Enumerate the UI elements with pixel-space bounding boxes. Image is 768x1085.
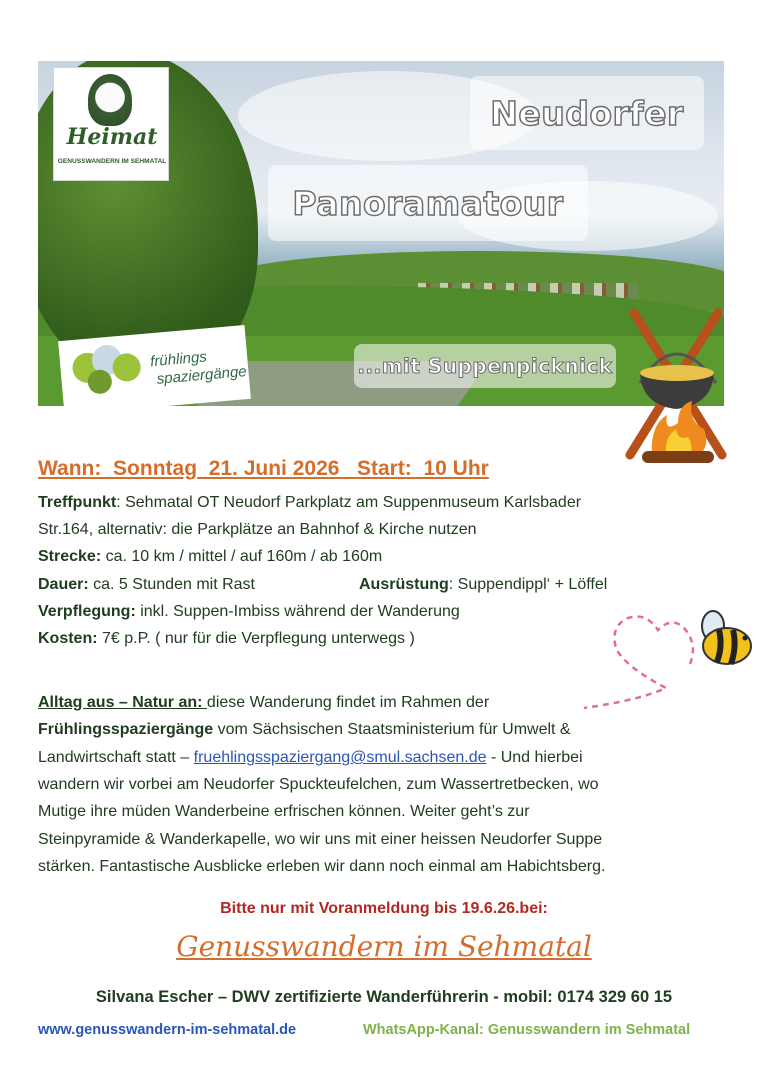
description-line7: stärken. Fantastische Ausblicke erleben wir dann noch einmal am Habichtsberg. [38, 858, 606, 875]
equipment-line: Ausrüstung: Suppendippl‘ + Löffel [359, 576, 608, 593]
whatsapp-channel[interactable]: WhatsApp-Kanal: Genusswandern im Sehmatal [363, 1022, 691, 1038]
campfire-pot-icon [612, 305, 744, 465]
description-line2: Frühlingsspaziergänge vom Sächsischen Staatsministerium für Umwelt & [38, 721, 571, 738]
description-line1: Alltag aus – Natur an: diese Wanderung findet im Rahmen der [38, 694, 490, 711]
dotted-heart-icon [580, 604, 710, 716]
organizer-name: Genusswandern im Sehmatal [176, 930, 592, 963]
fs-logo-line1: frühlings [149, 348, 208, 371]
subtitle-suppenpicknick: ...mit Suppenpicknick [354, 344, 616, 388]
heimat-logo-word: Heimat [66, 124, 158, 150]
bee-icon [693, 608, 757, 672]
duration-line: Dauer: ca. 5 Stunden mit Rast [38, 576, 255, 593]
event-date-start: Wann: Sonntag 21. Juni 2026 Start: 10 Uhr [38, 457, 489, 480]
title-panoramatour: Panoramatour [268, 165, 588, 241]
description-line3: Landwirtschaft statt – fruehlingsspaziergang@smul.sachsen.de - Und hierbei [38, 749, 583, 766]
cost-line: Kosten: 7€ p.P. ( nur für die Verpflegung unterwegs ) [38, 630, 415, 647]
heimat-logo [53, 67, 169, 181]
meeting-point-line1: Treffpunkt: Sehmatal OT Neudorf Parkplatz am Suppenmuseum Karlsbader [38, 494, 582, 511]
meeting-point-line2: Str.164, alternativ: die Parkplätze an Bahnhof & Kirche nutzen [38, 521, 477, 538]
title-neudorfer: Neudorfer [470, 76, 704, 150]
email-link[interactable]: fruehlingsspaziergang@smul.sachsen.de [193, 749, 487, 766]
description-line5: Mutige ihre müden Wanderbeine erfrischen können. Weiter geht’s zur [38, 803, 530, 820]
description-line6: Steinpyramide & Wanderkapelle, wo wir uns mit einer heissen Neudorfer Suppe [38, 831, 603, 848]
route-line: Strecke: ca. 10 km / mittel / auf 160m / ab 160m [38, 548, 383, 565]
description-line4: wandern wir vorbei am Neudorfer Spuckteufelchen, zum Wassertretbecken, wo [38, 776, 599, 793]
fs-logo-line2: spaziergänge [156, 363, 248, 388]
guide-contact: Silvana Escher – DWV zertifizierte Wanderführerin - mobil: 0174 329 60 15 [95, 988, 673, 1006]
woman-portrait-icon [88, 74, 132, 126]
heimat-logo-subtitle: GENUSSWANDERN IM SEHMATAL [57, 158, 167, 165]
catering-line: Verpflegung: inkl. Suppen-Imbiss während der Wanderung [38, 603, 460, 620]
website-link[interactable]: www.genusswandern-im-sehmatal.de [38, 1022, 297, 1038]
registration-notice: Bitte nur mit Voranmeldung bis 19.6.26.bei: [220, 900, 548, 917]
